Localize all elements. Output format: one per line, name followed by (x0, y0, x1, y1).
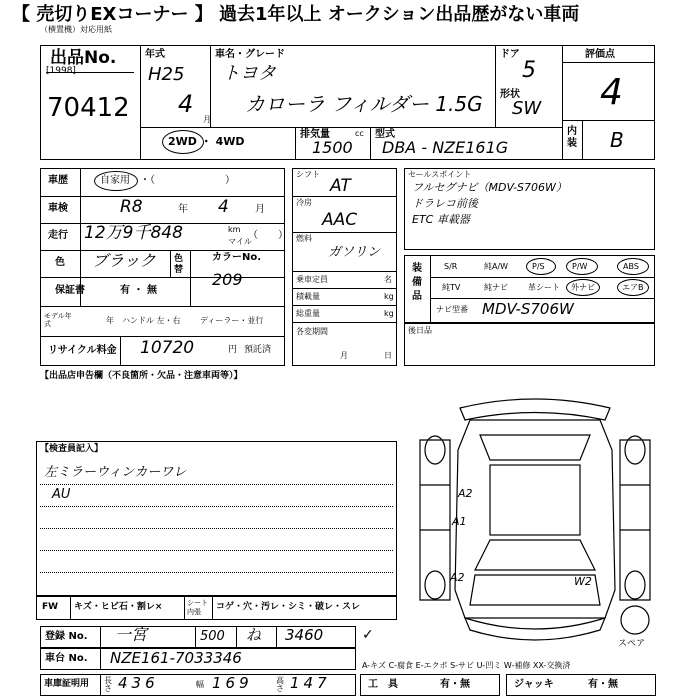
cert-length-label: 長さ (104, 676, 112, 693)
warranty-value: 有 ・ 無 (120, 285, 157, 296)
color-code-label: カラーNo. (212, 252, 262, 263)
history-value: 自家用 (100, 175, 130, 186)
cooling-value: AAC (322, 210, 358, 230)
equipment-label: 装備品 (412, 263, 422, 302)
recycle-unit: 円 (228, 345, 238, 355)
chassis-label: 車台 No. (45, 653, 88, 664)
recycle-label: リサイクル料金 (48, 345, 117, 356)
year-month-unit: 月 (203, 115, 211, 124)
doors-value: 5 (522, 58, 536, 83)
tools-label: 工 具 (368, 679, 398, 690)
shape-value: SW (512, 98, 542, 119)
car-wheel-fr (625, 571, 645, 599)
mileage-unit-km: km (228, 225, 241, 234)
sub-note: （横置機）対応用紙 (40, 25, 112, 34)
registration-kana: ね (246, 626, 262, 644)
damage-mark-1: A2 (458, 487, 473, 500)
inspector-line-1: 左ミラーウィンカーワレ (44, 465, 187, 480)
score-value: 4 (600, 72, 623, 113)
alter-day: 日 (384, 351, 392, 360)
equip-ps: P/S (532, 262, 545, 271)
car-body-outline (455, 420, 615, 618)
rear-seat-label: 後日品 (408, 326, 432, 335)
damage-mark-4: W2 (574, 575, 592, 588)
inspection-year-unit: 年 (178, 204, 188, 215)
lot-code: [1998] (46, 66, 76, 76)
sales-point-line-1: フルセグナビ（MDV-S706W） (412, 181, 567, 194)
inspector-line-2: AU (52, 487, 71, 502)
inspection-month-unit: 月 (255, 204, 265, 215)
model-year-label: モデル年式 (44, 312, 72, 328)
car-rear-window (480, 435, 590, 460)
car-roof (490, 465, 580, 535)
banner: 【 売切りEXコーナー 】 過去1年以上 オークション出品歴がない車両 (12, 4, 580, 25)
cooling-label: 冷房 (296, 198, 312, 207)
displacement-unit: cc (355, 129, 364, 138)
mileage-label: 走行 (48, 230, 68, 241)
mileage-paren: （ ） (248, 230, 288, 241)
mileage-unit-mile: マイル (228, 237, 252, 246)
sales-point-label: セールスポイント (408, 170, 472, 179)
history-label: 車歴 (48, 175, 68, 186)
displacement-value: 1500 (312, 138, 353, 157)
equip-navi: 純ナビ (484, 283, 508, 292)
lot-number: 70412 (47, 93, 130, 123)
inspection-month: 4 (218, 197, 229, 217)
tools-value: 有・無 (440, 679, 470, 690)
year-era: H25 (148, 64, 185, 85)
alter-month: 月 (340, 351, 348, 360)
registration-region: 一宮 (115, 625, 148, 644)
damage-mark-2: A1 (452, 515, 467, 528)
chassis-value: NZE161-7033346 (110, 649, 242, 667)
inspection-era: R8 (120, 197, 143, 217)
recycle-value: 10720 (140, 338, 195, 358)
model-name: カローラ フィルダー 1.5G (245, 92, 483, 116)
model-year-dealer: ディーラー・並行 (200, 316, 264, 325)
jack-value: 有・無 (588, 679, 618, 690)
spare-tire (621, 606, 649, 634)
fw-seat: シート 内張 (187, 599, 208, 616)
spare-label: スペア (618, 639, 646, 649)
car-front-bumper (465, 618, 605, 640)
gross-label: 総重量 (296, 309, 320, 318)
sales-point-line-2: ドラレコ前後 (412, 197, 478, 210)
equip-leather: 革シート (528, 283, 560, 292)
equip-tv: 純TV (442, 283, 461, 292)
car-wheel-fl (425, 571, 445, 599)
year-label: 年式 (145, 49, 165, 60)
fw-rest: コゲ・穴・汚レ・シミ・破レ・スレ (216, 602, 361, 612)
jack-label: ジャッキ (514, 679, 554, 690)
equip-abs: ABS (623, 262, 639, 271)
cert-width: 169 (212, 674, 253, 692)
year-month: 4 (178, 90, 194, 118)
model-year-year: 年 (106, 316, 114, 325)
model-maker: トヨタ (222, 63, 276, 84)
equip-sr: S/R (444, 262, 458, 271)
capacity-unit: 名 (384, 275, 392, 284)
car-windshield (475, 540, 595, 570)
fuel-label: 燃料 (296, 234, 312, 243)
gross-unit: kg (384, 309, 394, 318)
history-tail: ・（ ） (140, 175, 235, 186)
displacement-label: 排気量 (300, 129, 330, 140)
sales-point-line-3: ETC 車載器 (412, 213, 470, 226)
inspection-label: 車検 (48, 203, 68, 214)
lot-label: 出品No. (50, 48, 117, 68)
recycle-note: 預託済 (244, 345, 272, 355)
store-notes-label: 【出品店申告欄（不良箇所・欠品・注意車両等）】 (40, 371, 243, 381)
model-label: 車名・グレード (215, 49, 285, 60)
drive-options: 2WD ・ 4WD (168, 135, 245, 148)
registration-number: 3460 (285, 626, 324, 644)
model-code-value: DBA - NZE161G (382, 138, 509, 157)
equip-airbag: エアB (622, 283, 644, 292)
registration-check: ✓ (362, 627, 374, 643)
navi-model-label: ナビ型番 (436, 305, 468, 314)
fuel-value: ガソリン (328, 245, 381, 260)
doors-label: ドア (500, 49, 520, 60)
fw-items: キズ・ヒビ石・割レ× (74, 602, 163, 612)
registration-label: 登録 No. (45, 631, 88, 642)
interior-label: 内装 (567, 126, 577, 149)
car-rear-bumper (460, 399, 610, 420)
model-code-label: 型式 (375, 129, 395, 140)
equip-extnavi: 外ナビ (571, 283, 595, 292)
model-year-handle: ハンドル 左・右 (122, 316, 181, 325)
equip-pw: P/W (572, 262, 588, 271)
cert-height: 147 (290, 674, 331, 692)
cert-height-label: 高さ (276, 676, 284, 693)
fw-label: FW (42, 602, 59, 612)
shape-label: 形状 (500, 89, 520, 100)
score-label: 評価点 (585, 49, 615, 60)
mileage-digits: 12万9千848 (84, 223, 183, 243)
shift-value: AT (330, 176, 351, 196)
cert-length: 436 (118, 674, 159, 692)
rear-seat-box (404, 323, 655, 366)
load-unit: kg (384, 292, 394, 301)
load-label: 積載量 (296, 292, 320, 301)
equip-aw: 純A/W (484, 262, 509, 271)
registration-class: 500 (200, 629, 225, 644)
damage-legend: A-キズ C-腐食 E-エクボ S-サビ U-凹ミ W-補修 XX-交換済 (362, 661, 571, 670)
inspector-label: 【検査員記入】 (40, 444, 104, 454)
interior-value: B (610, 128, 624, 152)
warranty-label: 保証書 (55, 285, 85, 296)
color-code-value: 209 (212, 270, 243, 289)
capacity-label: 乗車定員 (296, 275, 328, 284)
color-label: 色 (55, 257, 65, 268)
cert-width-label: 幅 (196, 680, 204, 689)
alter-label: 各変期間 (296, 327, 328, 336)
cert-label: 車庫証明用 (44, 679, 90, 689)
color-value: ブラック (92, 251, 156, 270)
navi-model-value: MDV-S706W (482, 300, 574, 318)
car-diagram (400, 390, 670, 660)
color-change-label: 色替 (174, 254, 184, 275)
damage-mark-3: A2 (450, 571, 465, 584)
shift-label: シフト (296, 170, 320, 179)
